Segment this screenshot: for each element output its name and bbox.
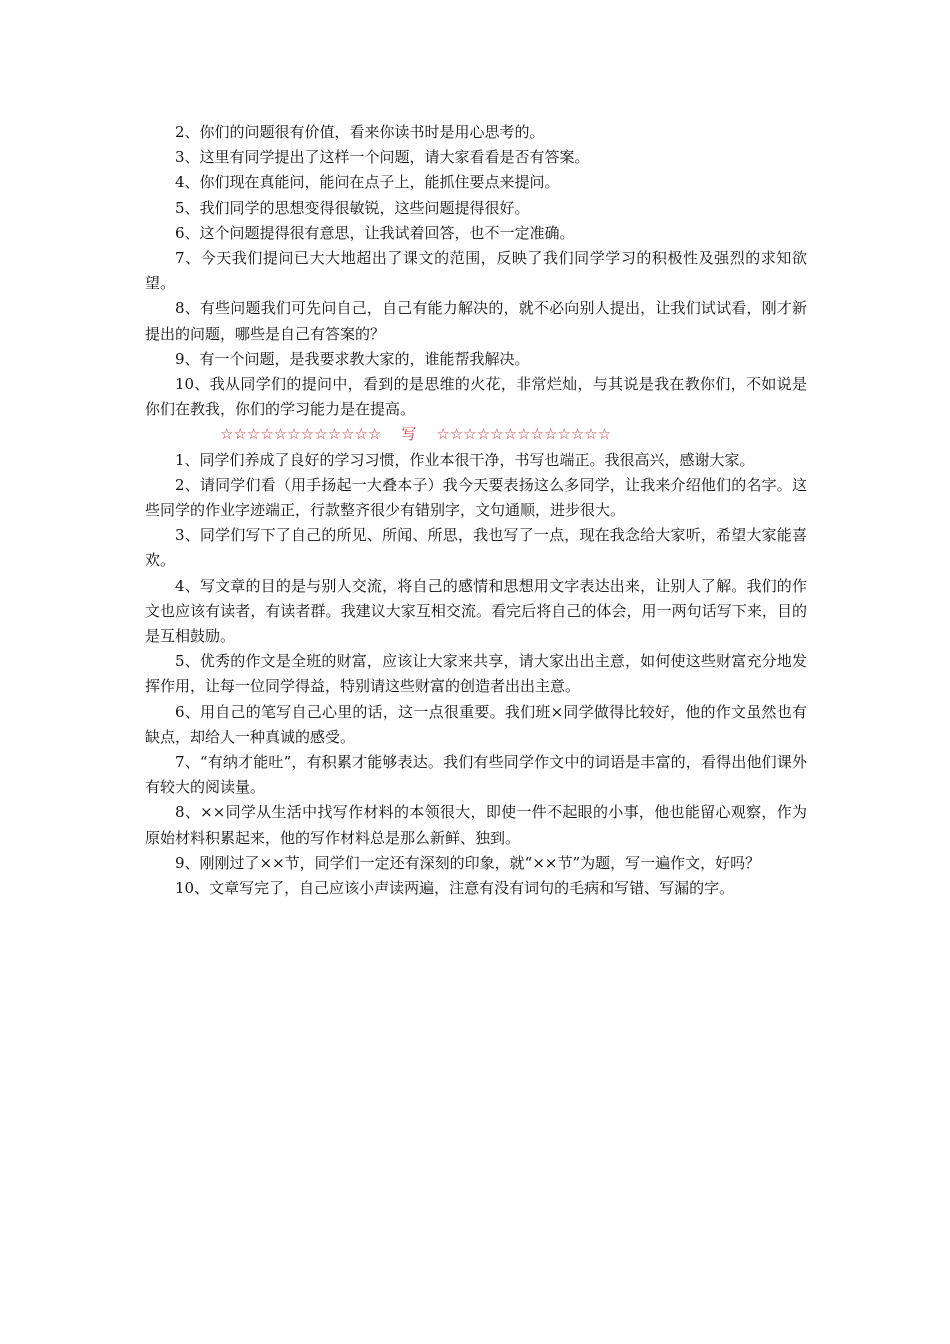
paragraph: 10、我从同学们的提问中，看到的是思维的火花，非常烂灿，与其说是我在教你们，不如说是你们在教我，你们的学习能力是在提高。 <box>145 375 807 419</box>
paragraph: 9、有一个问题，是我要求教大家的，谁能帮我解决。 <box>175 349 530 368</box>
paragraph: 9、刚刚过了××节，同学们一定还有深刻的印象，就“××节”为题，写一遍作文，好吗？ <box>175 853 761 872</box>
paragraph: 3、这里有同学提出了这样一个问题，请大家看看是否有答案。 <box>175 148 590 167</box>
divider-stars-left: ☆☆☆☆☆☆☆☆☆☆☆☆ <box>220 425 382 444</box>
paragraph: 1、同学们养成了良好的学习习惯，作业本很干净，书写也端正。我很高兴，感谢大家。 <box>175 450 755 469</box>
paragraph: 2、请同学们看（用手扬起一大叠本子）我今天要表扬这么多同学，让我来介绍他们的名字。这些同学的作业字迹端正，行款整齐很少有错别字，文句通顺，进步很大。 <box>145 475 807 520</box>
paragraph: 3、同学们写下了自己的所见、所闻、所思，我也写了一点，现在我念给大家听，希望大家能喜欢。 <box>145 526 807 570</box>
paragraph: 7、今天我们提问已大大地超出了课文的范围，反映了我们同学学习的积极性及强烈的求知欲望。 <box>145 249 807 293</box>
paragraph: 6、用自己的笔写自己心里的话，这一点很重要。我们班×同学做得比较好，他的作文虽然也有缺点，却给人一种真诚的感受。 <box>145 702 807 746</box>
divider-stars-right: ☆☆☆☆☆☆☆☆☆☆☆☆☆ <box>436 425 612 444</box>
paragraph: 8、有些问题我们可先问自己，自己有能力解决的，就不必向别人提出，让我们试试看，刚才新提出的问题，哪些是自己有答案的？ <box>145 299 807 343</box>
document-body <box>145 120 807 901</box>
paragraph: 6、这个问题提得很有意思，让我试着回答，也不一定准确。 <box>175 223 575 242</box>
paragraph: 4、你们现在真能问，能问在点子上，能抓住要点来提问。 <box>175 173 560 192</box>
paragraph: 4、写文章的目的是与别人交流，将自己的感情和思想用文字表达出来，让别人了解。我们的作文也应该有读者，有读者群。我建议大家互相交流。看完后将自己的体会，用一两句话写下来，目的是互相鼓励。 <box>145 576 807 646</box>
paragraph: 5、优秀的作文是全班的财富，应该让大家来共享，请大家出出主意，如何使这些财富充分地发挥作用，让每一位同学得益，特别请这些财富的创造者出出主意。 <box>145 652 807 696</box>
paragraph: 7、“有纳才能吐”，有积累才能够表达。我们有些同学作文中的词语是丰富的，看得出他们课外有较大的阅读量。 <box>145 753 807 797</box>
paragraph: 10、文章写完了，自己应该小声读两遍，注意有没有词句的毛病和写错、写漏的字。 <box>175 879 735 898</box>
section-title: 写 <box>401 425 417 444</box>
paragraph: 5、我们同学的思想变得很敏锐，这些问题提得很好。 <box>175 198 530 217</box>
paragraph: 2、你们的问题很有价值，看来你读书时是用心思考的。 <box>175 123 545 141</box>
section-divider <box>145 422 807 447</box>
paragraph: 8、××同学从生活中找写作材料的本领很大，即使一件不起眼的小事，他也能留心观察，作为原始材料积累起来，他的写作材料总是那么新鲜、独到。 <box>145 803 807 847</box>
